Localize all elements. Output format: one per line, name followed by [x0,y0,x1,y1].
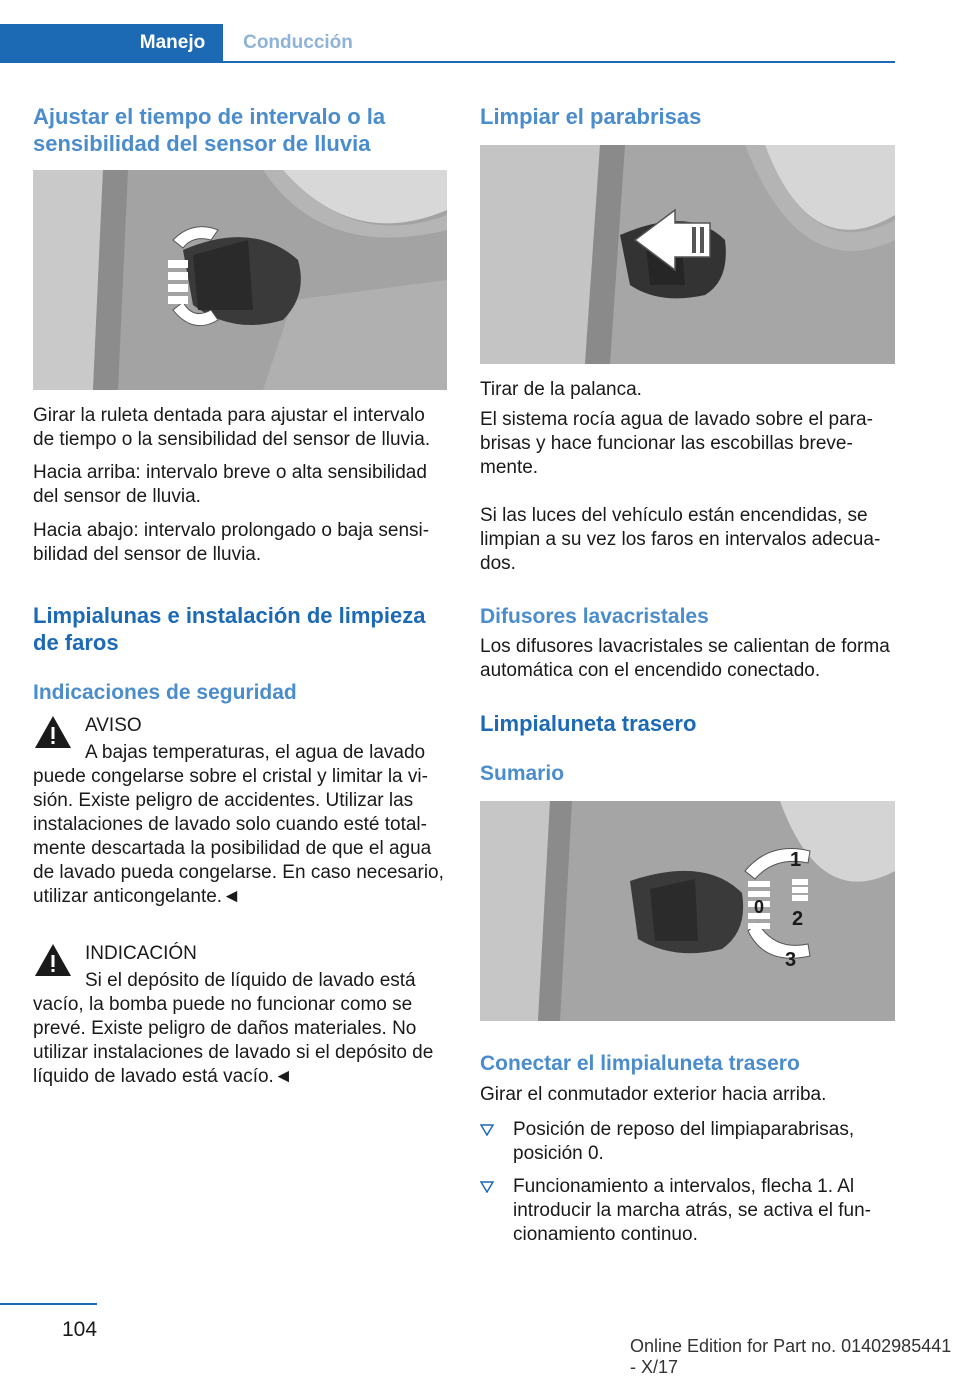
figure-wiper-wheel [33,170,447,390]
clean-windshield-title: Limpiar el parabrisas [480,104,702,129]
header-divider [0,61,895,63]
figure-label-2: 2 [792,908,804,930]
wipers-section-title: Limpialunas e instalación de limpieza de faros [33,603,426,655]
note-label: INDICACIÓN [85,943,197,964]
footer-divider [0,1303,97,1305]
warning-icon [33,714,73,750]
rear-wiper-title: Limpialuneta trasero [480,711,697,736]
edition-text: Online Edition for Part no. 01402985441 - X/17 [630,1336,952,1377]
figure-label-1: 1 [790,849,802,871]
list-item [480,1118,896,1166]
right-paragraph-2: El sistema rocía agua de lavado sobre el parabrisas y hace funcionar las escobillas brevemente. [480,409,873,478]
warning-label: AVISO [85,715,142,736]
bullet-triangle-icon [480,1124,494,1136]
tab-manejo[interactable]: Manejo [122,24,223,61]
overview-title: Sumario [480,762,565,785]
list-item [480,1175,896,1247]
figure-wiper-pull [480,145,895,364]
connect-rear-wiper-title: Conectar el limpialuneta trasero [480,1052,800,1075]
note-text [33,969,447,1089]
left-paragraph-3: Hacia abajo: intervalo prolongado o baja sensibilidad del sensor de lluvia. [33,520,430,565]
tab-lead-bar [0,24,122,61]
caution-icon [33,942,73,978]
left-paragraph-1: Girar la ruleta dentada para ajustar el intervalo de tiempo o la sensibilidad del sensor de lluvia. [33,405,431,450]
figure-label-3: 3 [785,949,797,971]
connect-text: Girar el conmutador exterior hacia arriba. [480,1084,827,1105]
note-text-body: Si el depósito de líquido de lavado está vacío, la bomba puede no funcionar como se prevé. Existe peligro de daños materiales. No utilizar instalaciones de lavado si el depósito de líquido de lavado está vacío.◄ [33,970,434,1087]
bullet-triangle-icon [480,1181,494,1193]
tab-conduccion[interactable]: Conducción [243,32,353,53]
right-paragraph-3: Si las luces del vehículo están encendidas, se limpian a su vez los faros en intervalos adecuados. [480,505,881,574]
page-number: 104 [62,1318,98,1341]
warning-text-body: A bajas temperaturas, el agua de lavado puede congelarse sobre el cristal y limitar la visión. Existe peligro de accidentes. Utilizar las instalaciones de lavado solo cuando esté totalmente descartada la posibilidad de que el agua de lavado pueda congelarse. En caso necesario, utilizar anticongelante.◄ [33,742,444,907]
warning-text [33,741,447,909]
figure-rear-wiper [480,801,895,1021]
bullet-text-2: Funcionamiento a intervalos, flecha 1. Al introducir la marcha atrás, se activa el funcionamiento continuo. [513,1176,871,1245]
nozzles-text: Los difusores lavacristales se calientan de forma automática con el encendido conectado. [480,636,890,681]
right-paragraph-1: Tirar de la palanca. [480,379,642,400]
bullet-text-1: Posición de reposo del limpiaparabrisas, posición 0. [513,1119,855,1164]
figure-label-0: 0 [754,897,765,917]
header [0,0,960,64]
note-block [33,942,447,1089]
safety-title: Indicaciones de seguridad [33,681,297,704]
warning-block [33,714,447,909]
left-paragraph-2: Hacia arriba: intervalo breve o alta sensibilidad del sensor de lluvia. [33,462,427,507]
interval-sensitivity-title: Ajustar el tiempo de intervalo o la sensibilidad del sensor de lluvia [33,104,386,156]
nozzles-title: Difusores lavacristales [480,605,709,628]
